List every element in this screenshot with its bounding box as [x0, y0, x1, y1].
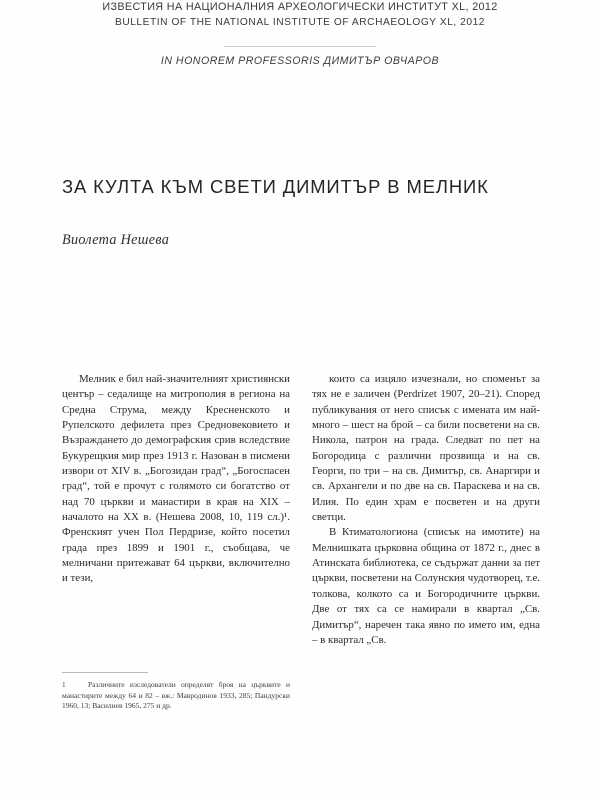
running-head-latin: BULLETIN OF THE NATIONAL INSTITUTE OF ARCHAEOLOGY XL, 2012: [114, 16, 486, 28]
running-head: [0, 0, 600, 30]
body-column-right: [312, 372, 540, 648]
running-head-cyrillic: ИЗВЕСТИЯ НА НАЦИОНАЛНИЯ АРХЕОЛОГИЧЕСКИ ИНСТИТУТ XL, 2012: [102, 1, 498, 13]
body-column-left: [62, 372, 290, 648]
header-divider: [224, 46, 376, 47]
paragraph: В Ктиматологиона (списък на имотите) на Мелнишката църковна община от 1872 г., днес в Атинската библиотека, се съдържат данни за пет църкви, посветени на Солунския чудотворец, т.е. толкова, колкото са и Богородичните църкви. Две от тях са се намирали в квартал „Св. Димитър“, наречен така явно по името им, една – в квартал „Св.: [312, 526, 540, 646]
body-columns: [62, 372, 540, 648]
paragraph: които са изцяло изчезнали, но споменът за тях не е заличен (Perdrizet 1907, 20–21). Според публикувания от него списък с имената им най-много – шест на брой – са били посветени на св. Никола, патрон на града. Следват по пет на Богородица с различни прозвища и на св. Георги, по три – на св. Димитър, св. Анаргири и св. Архангели и по две на св. Параскева и на св. Илия. По един храм е посветен и на други светци.: [312, 373, 540, 524]
footnote-block: [62, 672, 290, 712]
article-title: ЗА КУЛТА КЪМ СВЕТИ ДИМИТЪР В МЕЛНИК: [62, 176, 489, 197]
footnote-marker: 1: [62, 681, 66, 689]
article-author: Виолета Нешева: [62, 232, 170, 248]
paragraph: Мелник е бил най-значителният християнски център – седалище на митрополия в региона на Средна Струма, между Кресненското и Рупелското дефилета през Средновековието и Възраждането до демографския срив вследствие Букурещкия мир през 1913 г. Назован в писмени извори от XIV в. „Богозидан град“, „Богоспасен град“, той е прочут с голямото си богатство от над 70 църкви и манастири в края на XIX – началото на XX в. (Нешева 2008, 10, 119 сл.)¹. Френският учен Пол Пердризе, който посетил града през 1899 и 1901 г., съобщава, че мелничани притежават 64 църкви, включително и тези,: [62, 373, 290, 585]
footnote-entry: [62, 680, 290, 712]
footnote-divider: [62, 672, 148, 673]
dedication-line: IN HONOREM PROFESSORIS ДИМИТЪР ОВЧАРОВ: [160, 55, 440, 67]
footnote-text: Различните изследователи определят броя на църквите и манастирите между 64 и 82 – вж.: Мавродинов 1933, 285; Пандурски 1960, 13; Василиев 1965, 275 и др.: [62, 680, 290, 711]
